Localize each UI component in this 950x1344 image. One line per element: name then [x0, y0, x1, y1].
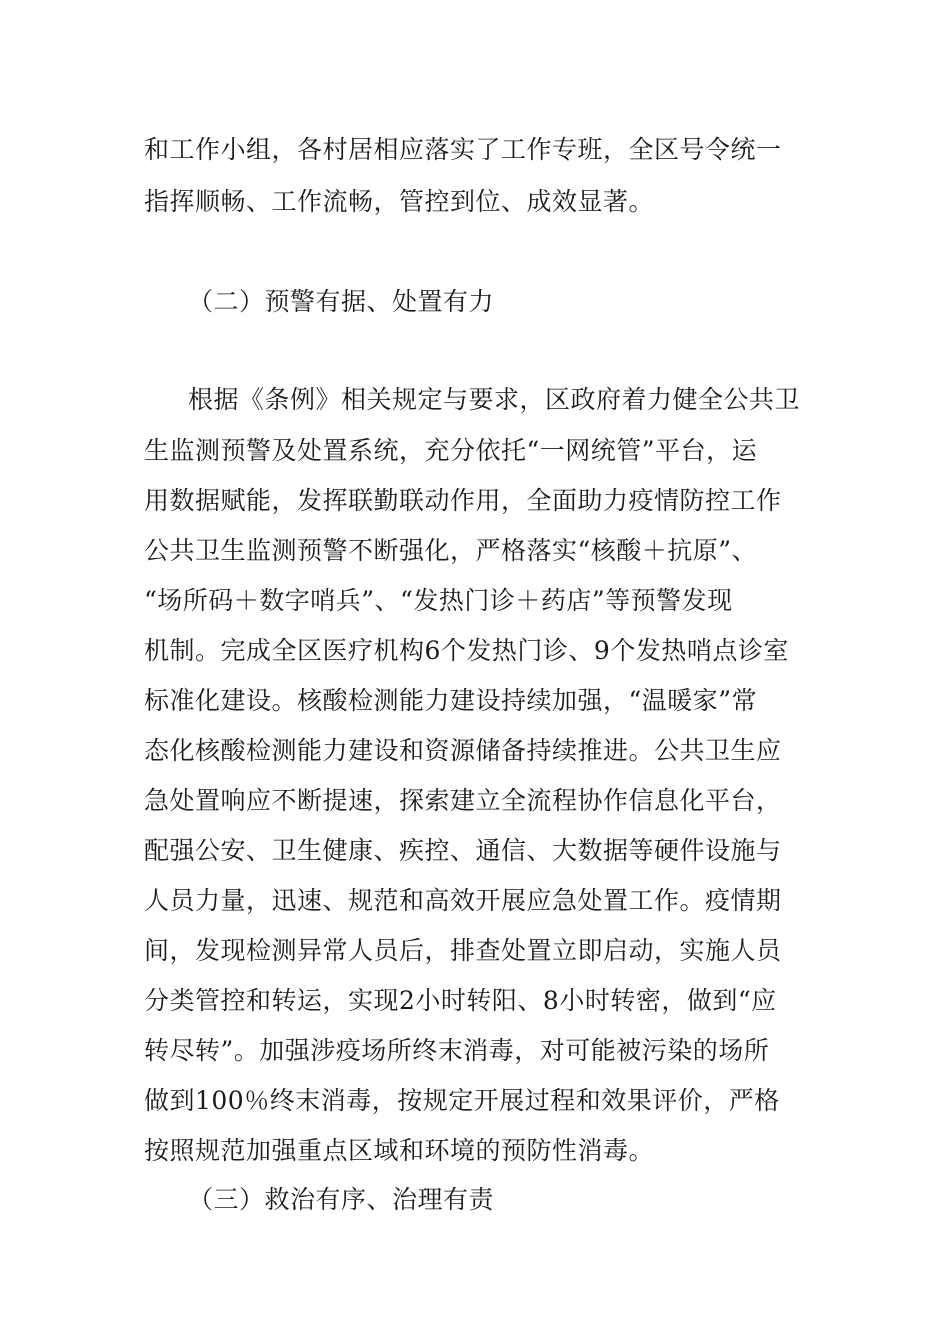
paragraph-line: 间，发现检测异常人员后，排查处置立即启动，实施人员 [144, 936, 782, 965]
paragraph-line: 态化核酸检测能力建设和资源储备持续推进。公共卫生应 [144, 736, 782, 765]
paragraph-line: 做到100％终末消毒，按规定开展过程和效果评价，严格 [144, 1086, 780, 1115]
paragraph-line: 机制。完成全区医疗机构6个发热门诊、9个发热哨点诊室 [144, 636, 789, 665]
paragraph-line: 分类管控和转运，实现2小时转阳、8小时转密，做到“应 [144, 986, 777, 1015]
paragraph-line: “场所码＋数字哨兵”、“发热门诊＋药店”等预警发现 [144, 586, 733, 615]
paragraph-line: 急处置响应不断提速，探索建立全流程协作信息化平台， [144, 786, 782, 815]
paragraph-line: 生监测预警及处置系统，充分依托“一网统管”平台，运 [144, 436, 758, 465]
section-heading-3: （三）救治有序、治理有责 [188, 1185, 495, 1214]
paragraph-line: 公共卫生监测预警不断强化，严格落实“核酸＋抗原”、 [144, 536, 758, 565]
paragraph-line: 转尽转”。加强涉疫场所终末消毒，对可能被污染的场所 [144, 1036, 770, 1065]
paragraph-line: 指挥顺畅、工作流畅，管控到位、成效显著。 [144, 187, 655, 216]
paragraph-line: 用数据赋能，发挥联勤联动作用，全面助力疫情防控工作 [144, 486, 782, 515]
section-heading-2: （二）预警有据、处置有力 [188, 287, 495, 316]
paragraph-line: 配强公安、卫生健康、疾控、通信、大数据等硬件设施与 [144, 836, 782, 865]
paragraph-line: 人员力量，迅速、规范和高效开展应急处置工作。疫情期 [144, 886, 782, 915]
paragraph-line: 按照规范加强重点区域和环境的预防性消毒。 [144, 1136, 655, 1165]
paragraph-line: 根据《条例》相关规定与要求，区政府着力健全公共卫 [188, 385, 801, 414]
paragraph-line: 和工作小组，各村居相应落实了工作专班，全区号令统一 [144, 135, 782, 164]
paragraph-line: 标准化建设。核酸检测能力建设持续加强，“温暖家”常 [144, 686, 758, 715]
